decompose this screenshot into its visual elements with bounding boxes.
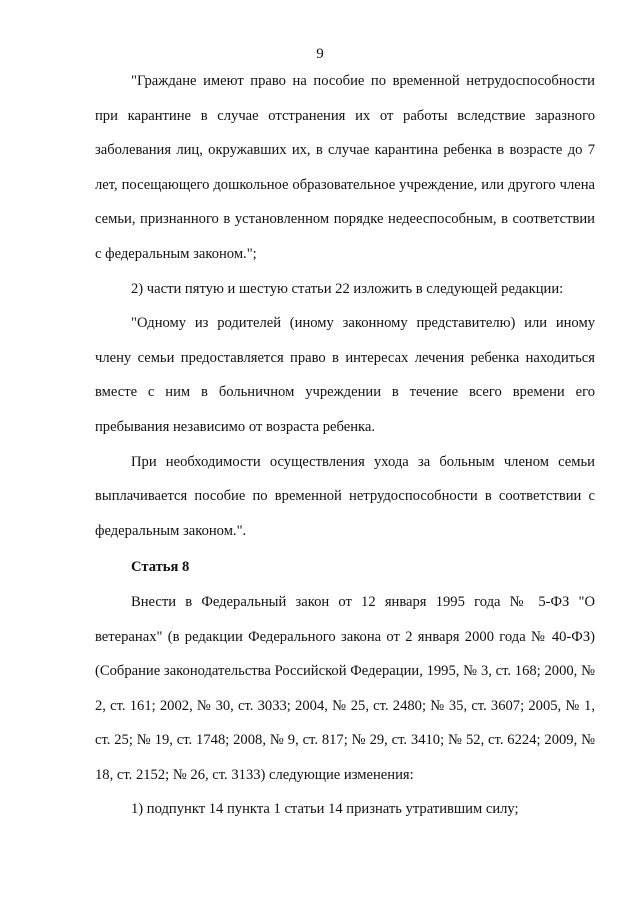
paragraph-subparagraph-repeal: 1) подпункт 14 пункта 1 статьи 14 признать утратившим силу; bbox=[131, 801, 519, 818]
page-number: 9 bbox=[316, 46, 324, 62]
paragraph-veterans-law-amendment: Внести в Федеральный закон от 12 января 1995 года № 5-ФЗ "О ветеранах" (в редакции Федерального закона от 2 января 2000 года № 40-ФЗ) (Собрание законодательства Российской Федерации, 1995, № 3, ст. 168; 2000, № 2, ст. 161; 2002, № 30, ст. 3033; 2004, № 25, ст. 2480; № 35, ст. 3607; 2005, № 1, ст. 25; № 19, ст. 1748; 2008, № 9, ст. 817; № 29, ст. 3410; № 52, ст. 6224; 2009, № 18, ст. 2152; № 26, ст. 3133) следующие изменения: bbox=[95, 593, 595, 783]
paragraph-amend-article-22: 2) части пятую и шестую статьи 22 изложить в следующей редакции: bbox=[131, 280, 564, 297]
article-heading: Статья 8 bbox=[131, 559, 190, 576]
paragraph-parent-hospital-right: "Одному из родителей (иному законному представителю) или иному члену семьи предоставляется право в интересах лечения ребенка находиться вместе с ним в больничном учреждении в течение всего времени его пребывания независимо от возраста ребенка. bbox=[95, 315, 595, 435]
document-body bbox=[95, 64, 595, 827]
paragraph-quarantine-benefit: "Граждане имеют право на пособие по временной нетрудоспособности при карантине в случае отстранения их от работы вследствие заразного заболевания лиц, окружавших их, в случае карантина ребенка в возрасте до 7 лет, посещающего дошкольное образовательное учреждение, или другого члена семьи, признанного в установленном порядке недееспособным, в соответствии с федеральным законом."; bbox=[95, 73, 595, 262]
paragraph-care-benefit: При необходимости осуществления ухода за больным членом семьи выплачивается пособие по временной нетрудоспособности в соответствии с федеральным законом.". bbox=[95, 453, 595, 539]
